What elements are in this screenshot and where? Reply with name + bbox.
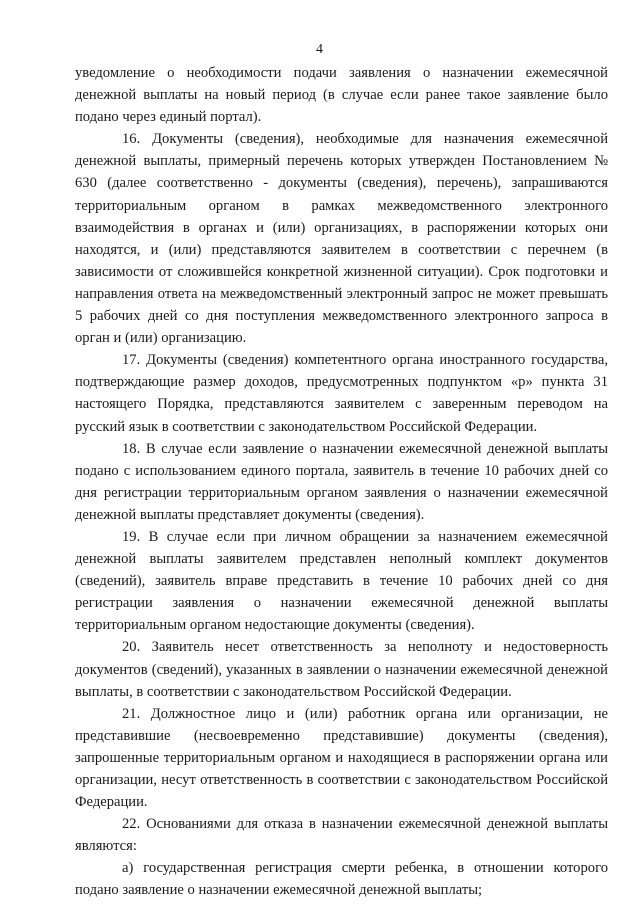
page-number: 4 bbox=[316, 42, 323, 57]
paragraph-21: 21. Должностное лицо и (или) работник органа или организации, не представившие (несвоевременно представившие) документы (сведения), запрошенные территориальным органом и находящиеся в распоряжении органа или организации, несут ответственность в соответствии с законодательством Российской Федерации. bbox=[75, 705, 608, 811]
paragraph-19: 19. В случае если при личном обращении за назначением ежемесячной денежной выплаты заявителем представлен неполный комплект документов (сведений), заявитель вправе представить в течение 10 рабочих дней со дня регистрации заявления о назначении ежемесячной денежной выплаты территориальным органом недостающие документы (сведения). bbox=[75, 528, 608, 634]
paragraph-22-item-a: а) государственная регистрация смерти ребенка, в отношении которого подано заявление о назначении ежемесячной денежной выплаты; bbox=[75, 860, 608, 899]
paragraph-18: 18. В случае если заявление о назначении ежемесячной денежной выплаты подано с использованием единого портала, заявитель в течение 10 рабочих дней со дня регистрации территориальным органом заявления о назначении ежемесячной денежной выплаты представляет документы (сведения). bbox=[75, 440, 608, 523]
paragraph-17: 17. Документы (сведения) компетентного органа иностранного государства, подтверждающие размер доходов, предусмотренных подпунктом «р» пункта 31 настоящего Порядка, представляются заявителем с заверенным переводом на русский язык в соответствии с законодательством Российской Федерации. bbox=[75, 352, 608, 435]
paragraph-22: 22. Основаниями для отказа в назначении ежемесячной денежной выплаты являются: bbox=[75, 816, 608, 855]
paragraph-16: 16. Документы (сведения), необходимые для назначения ежемесячной денежной выплаты, примерный перечень которых утвержден Постановлением № 630 (далее соответственно - документы (сведения), перечень), запрашиваются территориальным органом в рамках межведомственного электронного взаимодействия в органах и (или) организациях, в распоряжении которых они находятся, и (или) представляются заявителем в соответствии с перечнем (в зависимости от сложившейся конкретной жизненной ситуации). Срок подготовки и направления ответа на межведомственный электронный запрос не может превышать 5 рабочих дней со дня поступления межведомственного электронного запроса в орган и (или) организацию. bbox=[75, 131, 608, 347]
paragraph-continuation: уведомление о необходимости подачи заявления о назначении ежемесячной денежной выплаты на новый период (в случае если ранее такое заявление было подано через единый портал). bbox=[75, 65, 608, 126]
paragraph-20: 20. Заявитель несет ответственность за неполноту и недостоверность документов (сведений), указанных в заявлении о назначении ежемесячной денежной выплаты, в соответствии с законодательством Российской Федерации. bbox=[75, 639, 608, 700]
document-body bbox=[75, 62, 608, 902]
